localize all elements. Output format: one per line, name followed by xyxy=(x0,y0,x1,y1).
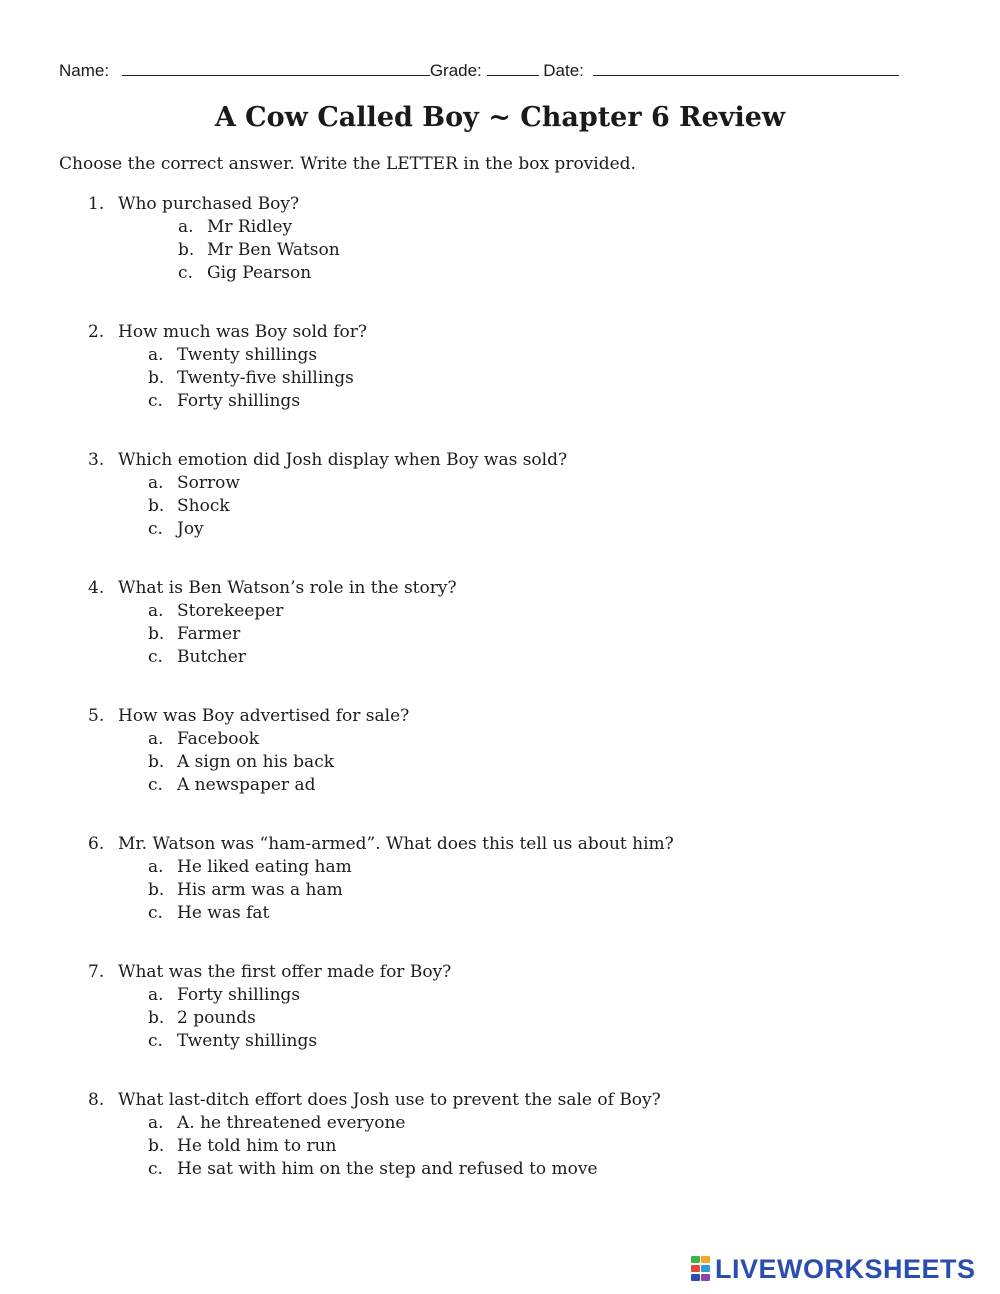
answer-option xyxy=(148,1135,661,1158)
option-text: Butcher xyxy=(177,647,246,667)
question-8 xyxy=(88,1089,661,1181)
question-text: How much was Boy sold for? xyxy=(118,322,367,342)
option-letter: a. xyxy=(148,985,164,1005)
question-3 xyxy=(88,449,567,541)
option-text: 2 pounds xyxy=(177,1008,256,1028)
option-letter: b. xyxy=(148,1008,165,1028)
option-letter: c. xyxy=(148,1159,163,1179)
option-text: He told him to run xyxy=(177,1136,337,1156)
name-field[interactable] xyxy=(122,60,430,76)
option-letter: c. xyxy=(148,519,163,539)
option-text: Joy xyxy=(177,519,204,539)
question-number: 3. xyxy=(88,450,105,470)
answer-option xyxy=(148,495,567,518)
answer-option xyxy=(148,646,457,669)
question-number: 1. xyxy=(88,194,105,214)
option-letter: a. xyxy=(148,345,164,365)
option-letter: a. xyxy=(148,473,164,493)
question-text: What last-ditch effort does Josh use to prevent the sale of Boy? xyxy=(118,1090,661,1110)
option-letter: b. xyxy=(148,496,165,516)
liveworksheets-logo xyxy=(691,1253,976,1285)
answer-option xyxy=(148,856,674,879)
question-text: What was the first offer made for Boy? xyxy=(118,962,452,982)
answer-option xyxy=(148,472,567,495)
question-number: 5. xyxy=(88,706,105,726)
question-text: Who purchased Boy? xyxy=(118,194,300,214)
answer-option xyxy=(148,728,409,751)
answer-options xyxy=(178,216,340,285)
logo-text: LIVEWORKSHEETS xyxy=(715,1254,976,1284)
option-letter: c. xyxy=(148,1031,163,1051)
answer-option xyxy=(178,262,340,285)
answer-option xyxy=(148,1030,451,1053)
answer-option xyxy=(148,774,409,797)
liveworksheets-logo-icon xyxy=(691,1256,711,1282)
question-number: 8. xyxy=(88,1090,105,1110)
answer-option xyxy=(148,751,409,774)
option-text: Storekeeper xyxy=(177,601,284,621)
answer-option xyxy=(148,879,674,902)
answer-option xyxy=(148,1158,661,1181)
answer-option xyxy=(148,902,674,925)
option-letter: b. xyxy=(148,880,165,900)
instructions: Choose the correct answer. Write the LETTER in the box provided. xyxy=(59,154,636,174)
option-letter: a. xyxy=(148,857,164,877)
question-2 xyxy=(88,321,367,413)
option-text: Sorrow xyxy=(177,473,240,493)
option-letter: a. xyxy=(148,1113,164,1133)
answer-option xyxy=(178,216,340,239)
answer-option xyxy=(148,518,567,541)
question-number: 7. xyxy=(88,962,105,982)
option-text: His arm was a ham xyxy=(177,880,343,900)
question-5 xyxy=(88,705,409,797)
option-letter: b. xyxy=(148,1136,165,1156)
answer-options xyxy=(148,984,451,1053)
question-text: Mr. Watson was “ham-armed”. What does this tell us about him? xyxy=(118,834,674,854)
question-1 xyxy=(88,193,340,285)
option-text: Twenty shillings xyxy=(177,345,318,365)
option-text: Twenty shillings xyxy=(177,1031,318,1051)
answer-option xyxy=(148,984,451,1007)
answer-options xyxy=(148,728,409,797)
page-title: A Cow Called Boy ~ Chapter 6 Review xyxy=(214,102,786,133)
option-text: Farmer xyxy=(177,624,241,644)
option-text: Forty shillings xyxy=(177,391,301,411)
option-text: A newspaper ad xyxy=(177,775,316,795)
date-field[interactable] xyxy=(593,60,899,76)
date-label: Date: xyxy=(543,61,584,80)
option-text: He was fat xyxy=(177,903,270,923)
option-letter: a. xyxy=(148,729,164,749)
question-number: 6. xyxy=(88,834,105,854)
question-text-line xyxy=(88,449,567,472)
name-label: Name: xyxy=(59,61,110,80)
option-text: Gig Pearson xyxy=(207,263,312,283)
question-4 xyxy=(88,577,457,669)
option-letter: b. xyxy=(148,368,165,388)
answer-option xyxy=(148,344,367,367)
option-letter: c. xyxy=(148,391,163,411)
answer-options xyxy=(148,344,367,413)
answer-option xyxy=(148,600,457,623)
answer-option xyxy=(148,367,367,390)
question-text-line xyxy=(88,193,340,216)
option-letter: c. xyxy=(148,903,163,923)
option-text: A sign on his back xyxy=(177,752,335,772)
option-text: Forty shillings xyxy=(177,985,301,1005)
question-text: How was Boy advertised for sale? xyxy=(118,706,410,726)
option-text: Facebook xyxy=(177,729,260,749)
option-letter: b. xyxy=(178,240,195,260)
answer-option xyxy=(178,239,340,262)
option-letter: c. xyxy=(148,647,163,667)
option-letter: b. xyxy=(148,752,165,772)
question-text-line xyxy=(88,577,457,600)
question-text-line xyxy=(88,961,451,984)
question-text: Which emotion did Josh display when Boy was sold? xyxy=(118,450,568,470)
option-letter: c. xyxy=(148,775,163,795)
option-text: Twenty-five shillings xyxy=(177,368,354,388)
question-text-line xyxy=(88,321,367,344)
option-letter: a. xyxy=(148,601,164,621)
option-text: He liked eating ham xyxy=(177,857,352,877)
option-text: Shock xyxy=(177,496,230,516)
question-number: 4. xyxy=(88,578,105,598)
option-text: He sat with him on the step and refused to move xyxy=(177,1159,598,1179)
option-text: A. he threatened everyone xyxy=(177,1113,406,1133)
answer-option xyxy=(148,390,367,413)
answer-options xyxy=(148,1112,661,1181)
option-text: Mr Ben Watson xyxy=(207,240,340,260)
answer-options xyxy=(148,600,457,669)
option-letter: a. xyxy=(178,217,194,237)
option-letter: c. xyxy=(178,263,193,283)
question-text-line xyxy=(88,1089,661,1112)
grade-field[interactable] xyxy=(487,60,539,76)
question-text: What is Ben Watson’s role in the story? xyxy=(118,578,457,598)
header-fields xyxy=(59,60,959,82)
answer-option xyxy=(148,1112,661,1135)
answer-option xyxy=(148,1007,451,1030)
question-number: 2. xyxy=(88,322,105,342)
question-text-line xyxy=(88,705,409,728)
question-text-line xyxy=(88,833,674,856)
option-letter: b. xyxy=(148,624,165,644)
answer-options xyxy=(148,472,567,541)
answer-option xyxy=(148,623,457,646)
grade-label: Grade: xyxy=(429,61,482,80)
answer-options xyxy=(148,856,674,925)
question-7 xyxy=(88,961,451,1053)
question-6 xyxy=(88,833,674,925)
option-text: Mr Ridley xyxy=(207,217,293,237)
